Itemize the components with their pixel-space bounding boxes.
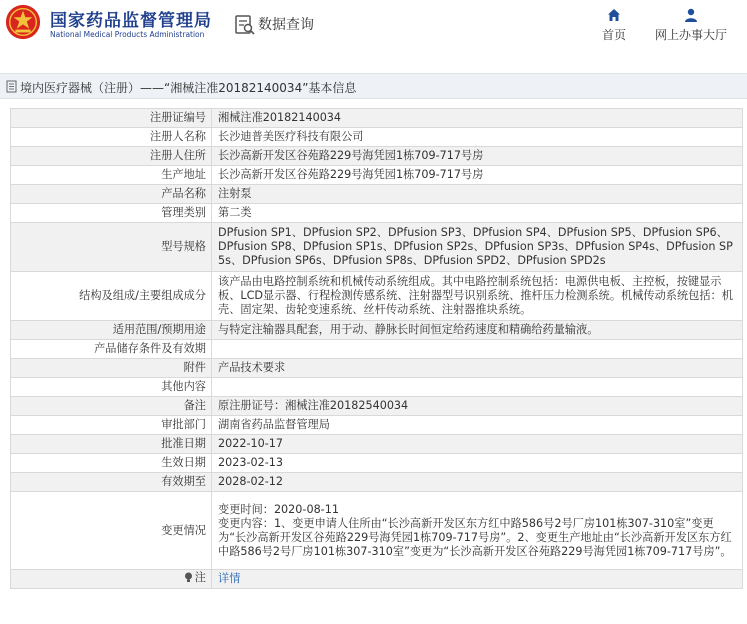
table-row — [11, 185, 743, 204]
row-value: 2028-02-12 — [212, 473, 743, 492]
row-label: 管理类别 — [11, 204, 212, 223]
row-label: 注册人名称 — [11, 128, 212, 147]
brand-title-en: National Medical Products Administration — [50, 30, 205, 39]
row-label: 批准日期 — [11, 435, 212, 454]
registration-detail-table — [10, 108, 743, 589]
row-value — [212, 570, 743, 589]
table-row — [11, 378, 743, 397]
table-row — [11, 397, 743, 416]
row-value: 原注册证号：湘械注准20182540034 — [212, 397, 743, 416]
table-row — [11, 147, 743, 166]
table-row — [11, 359, 743, 378]
user-icon — [684, 8, 698, 22]
table-row — [11, 473, 743, 492]
brand-title-cn: 国家药品监督管理局 — [50, 11, 212, 31]
table-row — [11, 454, 743, 473]
change-content: 变更内容：1、变更申请人住所由“长沙高新开发区东方红中路586号2号厂房101栋307-310室”变更为“长沙高新开发区谷苑路229号海凭园1栋709-717号房”。2、变更生产地址由“长沙高新开发区东方红中路586号2号厂房101栋307-310室”变更为“长沙高新开发区谷苑路229号海凭园1栋709-717号房”。 — [218, 516, 732, 558]
row-value — [212, 340, 743, 359]
row-value: 注射泵 — [212, 185, 743, 204]
nav-online-office-label: 网上办事大厅 — [654, 28, 727, 42]
row-value — [212, 378, 743, 397]
row-value — [212, 492, 743, 570]
row-label: 其他内容 — [11, 378, 212, 397]
row-value: 长沙迪普美医疗科技有限公司 — [212, 128, 743, 147]
nav-home-button[interactable] — [598, 8, 630, 43]
row-label: 生效日期 — [11, 454, 212, 473]
row-label: 备注 — [11, 397, 212, 416]
row-value: 湘械注准20182140034 — [212, 109, 743, 128]
data-query-title: 数据查询 — [258, 17, 314, 33]
bulb-icon — [184, 572, 193, 583]
row-label: 附件 — [11, 359, 212, 378]
table-row — [11, 223, 743, 272]
table-row — [11, 109, 743, 128]
row-label: 型号规格 — [11, 223, 212, 272]
nav-home-label: 首页 — [601, 28, 626, 42]
row-value: 2022-10-17 — [212, 435, 743, 454]
document-icon — [6, 80, 17, 93]
table-row — [11, 128, 743, 147]
row-label: 产品名称 — [11, 185, 212, 204]
table-row — [11, 321, 743, 340]
table-row — [11, 570, 743, 589]
data-query-icon — [234, 14, 256, 36]
table-row — [11, 166, 743, 185]
row-value: DPfusion SP1、DPfusion SP2、DPfusion SP3、DPfusion SP4、DPfusion SP5、DPfusion SP6、DPfusion SP8、DPfusion SP1s、DPfusion SP2s、DPfusion SP3s、DPfusion SP4s、DPfusion SP5s、DPfusion SP6s、DPfusion SP8s、DPfusion SPD2、DPfusion SPD2s — [212, 223, 743, 272]
row-label: 结构及组成/主要组成成分 — [11, 272, 212, 321]
row-value: 2023-02-13 — [212, 454, 743, 473]
row-value: 湖南省药品监督管理局 — [212, 416, 743, 435]
change-time: 变更时间：2020-08-11 — [218, 502, 339, 516]
note-label-group — [184, 571, 206, 585]
table-row — [11, 340, 743, 359]
row-value: 第二类 — [212, 204, 743, 223]
note-label: 注 — [194, 570, 206, 584]
row-label: 注册人住所 — [11, 147, 212, 166]
breadcrumb — [0, 73, 747, 99]
home-icon — [607, 8, 621, 22]
table-row — [11, 435, 743, 454]
site-header — [0, 0, 747, 62]
table-row — [11, 204, 743, 223]
row-value: 该产品由电路控制系统和机械传动系统组成。其中电路控制系统包括：电源供电板、主控板，按键显示板、LCD显示器、行程检测传感系统、注射器型号识别系统、推杆压力检测系统。机械传动系统包括：机壳、固定架、齿轮变速系统、丝杆传动系统、注射器推块系统。 — [212, 272, 743, 321]
nmpa-logo-icon[interactable] — [4, 3, 42, 41]
row-label: 有效期至 — [11, 473, 212, 492]
row-value: 产品技术要求 — [212, 359, 743, 378]
details-link[interactable]: 详情 — [218, 572, 241, 585]
row-value: 长沙高新开发区谷苑路229号海凭园1栋709-717号房 — [212, 147, 743, 166]
row-label: 生产地址 — [11, 166, 212, 185]
row-label: 产品储存条件及有效期 — [11, 340, 212, 359]
nav-online-office-button[interactable] — [650, 8, 732, 43]
row-label: 适用范围/预期用途 — [11, 321, 212, 340]
table-row — [11, 416, 743, 435]
breadcrumb-text: 境内医疗器械（注册）——“湘械注准20182140034”基本信息 — [20, 81, 357, 95]
row-label: 变更情况 — [11, 492, 212, 570]
row-label: 审批部门 — [11, 416, 212, 435]
row-label — [11, 570, 212, 589]
table-row — [11, 272, 743, 321]
row-value: 长沙高新开发区谷苑路229号海凭园1栋709-717号房 — [212, 166, 743, 185]
row-label: 注册证编号 — [11, 109, 212, 128]
row-value: 与特定注输器具配套，用于动、静脉长时间恒定给药速度和精确给药量输液。 — [212, 321, 743, 340]
table-row — [11, 492, 743, 570]
